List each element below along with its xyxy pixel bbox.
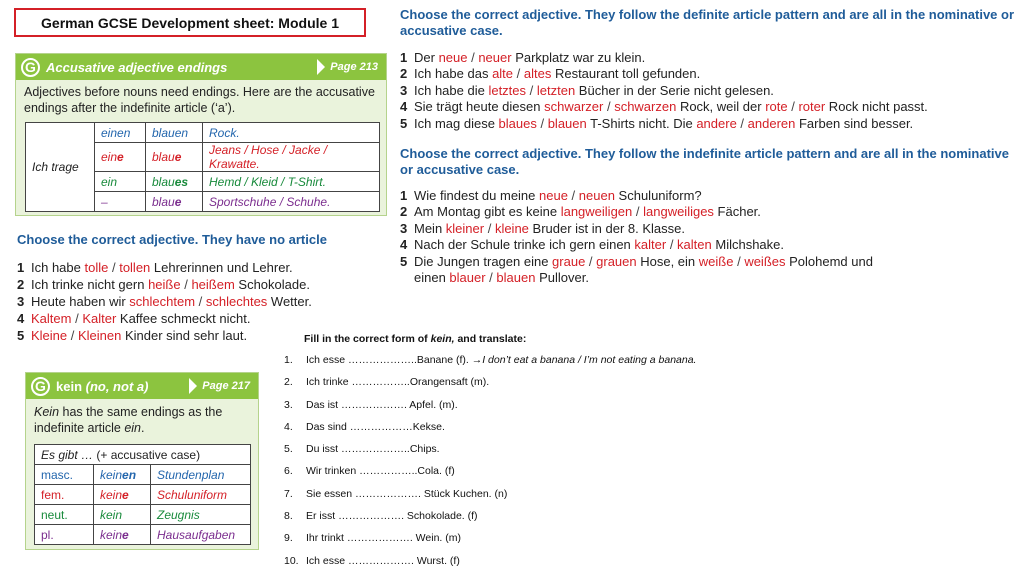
- definite-list: [400, 50, 928, 132]
- separator: /: [485, 270, 497, 286]
- option: alte: [492, 66, 514, 82]
- item-number: 4: [17, 311, 25, 326]
- grammar-g-icon: G: [31, 377, 50, 396]
- item-text: Ich habe die: [414, 82, 489, 98]
- option-b: schlechtes: [205, 294, 268, 309]
- indefinite-list: [400, 188, 873, 286]
- option-a: Kaltem: [31, 311, 72, 326]
- item-number: 4: [400, 99, 408, 115]
- kein-description: Kein has the same endings as the indefinite article ein.: [34, 405, 223, 435]
- adjective-cell: blaues: [146, 172, 203, 192]
- chevron-right-icon: [317, 59, 325, 75]
- item-number: 3.: [284, 398, 293, 411]
- indefinite-heading: Choose the correct adjective. They follow the indefinite article pattern and are all in the nominative or accusative case.: [400, 146, 1009, 177]
- item-number: 10.: [284, 554, 299, 567]
- separator: /: [666, 237, 678, 253]
- item-text: Fächer.: [713, 204, 761, 220]
- item-number: 3: [400, 220, 408, 236]
- item-text: Restaurant toll gefunden.: [551, 66, 701, 82]
- option: letztes: [488, 82, 527, 98]
- example-translation: I don’t eat a banana / I’m not eating a banana.: [482, 354, 697, 366]
- noun-cell: Jeans / Hose / Jacke / Krawatte.: [203, 143, 380, 172]
- option-a: schlechtem: [129, 294, 196, 309]
- separator: /: [108, 260, 120, 275]
- option-a: heiße: [148, 277, 181, 292]
- gender-cell: masc.: [35, 465, 94, 485]
- option: schwarzer: [544, 99, 604, 115]
- fill-item: [284, 483, 696, 505]
- option: kleine: [494, 220, 529, 236]
- option: weiße: [698, 253, 734, 269]
- table-row: [35, 505, 251, 525]
- kein-title: kein (no, not a): [56, 378, 149, 394]
- option: kleiner: [445, 220, 485, 236]
- chevron-right-icon: [189, 378, 197, 394]
- fill-in-list: [284, 349, 696, 572]
- noun-cell: Rock.: [203, 123, 380, 143]
- separator: /: [632, 204, 644, 220]
- exercise-item: [17, 259, 312, 276]
- item-text: Sie trägt heute diesen: [414, 99, 545, 115]
- exercise-item: [400, 204, 873, 220]
- noun-cell: Schuluniform: [151, 485, 251, 505]
- item-text: Ich trinke nicht gern: [31, 277, 149, 292]
- noun-cell: Stundenplan: [151, 465, 251, 485]
- option: neue: [539, 188, 568, 203]
- separator: /: [526, 82, 537, 98]
- item-number: 4: [400, 237, 408, 253]
- fill-item: [284, 460, 696, 482]
- exercise-item: [400, 254, 873, 270]
- page-number: Page 217: [202, 380, 250, 392]
- accusative-endings-table: [25, 122, 380, 212]
- adjective-cell: blauen: [146, 123, 203, 143]
- article-cell: einen: [95, 123, 146, 143]
- kein-cell: keinen: [94, 465, 151, 485]
- option: neuer: [478, 50, 512, 65]
- separator: /: [513, 66, 524, 82]
- item-number: 3: [17, 294, 25, 309]
- item-text: Rock nicht passt.: [825, 99, 928, 115]
- item-number: 7.: [284, 487, 293, 500]
- item-text: Schuluniform?: [614, 188, 702, 203]
- item-number: 8.: [284, 510, 293, 523]
- item-number: 5: [400, 253, 408, 269]
- separator: /: [484, 220, 495, 236]
- option-b: tollen: [119, 260, 151, 275]
- exercise-item: [17, 276, 312, 293]
- no-article-list: [17, 259, 312, 344]
- item-text: Ich esse ………………..Banane (f).: [306, 354, 472, 366]
- item-number: 2: [17, 277, 25, 292]
- option: blauen: [547, 115, 587, 131]
- noun-cell: Sportschuhe / Schuhe.: [203, 192, 380, 212]
- separator: /: [787, 99, 799, 115]
- separator: /: [195, 294, 206, 309]
- item-text: Bruder ist in der 8. Klasse.: [528, 220, 685, 236]
- separator: /: [71, 311, 83, 326]
- adjective-cell: blaue: [146, 192, 203, 212]
- table-row: [26, 123, 380, 143]
- option: blaues: [498, 115, 537, 131]
- fill-item: [284, 505, 696, 527]
- exercise-item: [400, 188, 873, 204]
- item-text: Ich esse ………………. Wurst. (f): [306, 554, 460, 567]
- option: blauer: [449, 270, 486, 286]
- kein-cell: keine: [94, 525, 151, 545]
- separator: /: [603, 99, 615, 115]
- separator: /: [536, 115, 548, 131]
- item-number: 9.: [284, 532, 293, 545]
- item-text: T-Shirts nicht. Die: [586, 115, 697, 131]
- article-cell: –: [95, 192, 146, 212]
- table-row: [35, 525, 251, 545]
- noun-cell: Hausaufgaben: [151, 525, 251, 545]
- item-text: Das ist ………………. Apfel. (m).: [306, 398, 458, 411]
- kein-cell: keine: [94, 485, 151, 505]
- item-number: 3: [400, 82, 408, 98]
- option-a: tolle: [84, 260, 109, 275]
- item-text: Wetter.: [267, 294, 312, 309]
- option-b: Kleinen: [77, 328, 122, 343]
- item-text: Wie findest du meine: [414, 188, 540, 203]
- option: letzten: [536, 82, 576, 98]
- noun-cell: Zeugnis: [151, 505, 251, 525]
- item-text: Die Jungen tragen eine: [414, 253, 553, 269]
- item-number: 5.: [284, 443, 293, 456]
- item-number: 1.: [284, 354, 293, 366]
- noun-cell: Hemd / Kleid / T-Shirt.: [203, 172, 380, 192]
- option: schwarzen: [614, 99, 677, 115]
- option: graue: [552, 253, 586, 269]
- item-text: Das sind ………………Kekse.: [306, 420, 445, 433]
- option: blauen: [496, 270, 536, 286]
- separator: /: [567, 188, 579, 203]
- exercise-item: [400, 66, 928, 82]
- option: neuen: [578, 188, 615, 203]
- fill-item: [284, 371, 696, 393]
- option: andere: [696, 115, 737, 131]
- definite-heading: Choose the correct adjective. They follow the definite article pattern and are all in the nominative or accusative case.: [400, 7, 1015, 38]
- item-text: Du isst ………………..Chips.: [306, 443, 440, 456]
- item-text: Nach der Schule trinke ich gern einen: [414, 237, 635, 253]
- option: kalten: [677, 237, 712, 253]
- exercise-item: [17, 327, 312, 344]
- option: langweiligen: [560, 204, 633, 220]
- item-text: Pullover.: [535, 270, 589, 286]
- option-b: Kalter: [82, 311, 117, 326]
- accusative-endings-title: Accusative adjective endings: [46, 59, 228, 75]
- option: altes: [523, 66, 552, 82]
- fill-item: [284, 349, 696, 371]
- exercise-item: [400, 237, 873, 253]
- option-b: heißem: [191, 277, 235, 292]
- table-row: [35, 465, 251, 485]
- option: weißes: [744, 253, 786, 269]
- item-text: Sie essen ………………. Stück Kuchen. (n): [306, 487, 508, 500]
- kein-table: [34, 444, 251, 545]
- accusative-endings-header: [16, 54, 386, 80]
- item-number: 2: [400, 204, 408, 220]
- item-number: 2: [400, 66, 408, 82]
- fill-item: [284, 416, 696, 438]
- fill-item: [284, 527, 696, 549]
- accusative-endings-description: Adjectives before nouns need endings. Here are the accusative endings after the indefinite article (‘a’).: [24, 85, 375, 115]
- gender-cell: neut.: [35, 505, 94, 525]
- article-cell: ein: [95, 172, 146, 192]
- fill-item: [284, 438, 696, 460]
- item-text: Am Montag gibt es keine: [414, 204, 561, 220]
- separator: /: [736, 115, 748, 131]
- separator: /: [180, 277, 192, 292]
- exercise-item: [400, 50, 928, 66]
- item-number: 1: [400, 188, 408, 203]
- item-text: Kinder sind sehr laut.: [121, 328, 248, 343]
- item-text: Ich habe: [31, 260, 85, 275]
- item-number: 2.: [284, 376, 293, 389]
- table-row: [35, 485, 251, 505]
- page-title: German GCSE Development sheet: Module 1: [14, 8, 366, 37]
- item-text: Wir trinken ……………..Cola. (f): [306, 465, 455, 478]
- item-text: Ich trinke ……………..Orangensaft (m).: [306, 376, 490, 389]
- item-text: Der: [414, 50, 439, 65]
- exercise-item: [400, 83, 928, 99]
- kein-cell: kein: [94, 505, 151, 525]
- exercise-item: [400, 270, 873, 286]
- table-row: [35, 445, 251, 465]
- item-text: Ich habe das: [414, 66, 493, 82]
- item-text: Mein: [414, 220, 446, 236]
- item-text: Rock, weil der: [676, 99, 766, 115]
- option: langweiliges: [643, 204, 714, 220]
- accusative-endings-box: [15, 53, 387, 216]
- kein-table-header: Es gibt … (+ accusative case): [35, 445, 251, 465]
- item-number: 5: [17, 328, 25, 343]
- item-text: Er isst ………………. Schokolade. (f): [306, 510, 478, 523]
- exercise-item: [17, 310, 312, 327]
- item-text: Hose, ein: [636, 253, 699, 269]
- fill-in-title: Fill in the correct form of kein, and translate:: [304, 333, 527, 345]
- fill-item: [284, 550, 696, 572]
- article-cell: eine: [95, 143, 146, 172]
- gender-cell: fem.: [35, 485, 94, 505]
- option: rote: [765, 99, 788, 115]
- option: neue: [438, 50, 468, 65]
- option-a: Kleine: [31, 328, 68, 343]
- item-number: 5: [400, 115, 408, 131]
- item-text: Parkplatz war zu klein.: [511, 50, 646, 65]
- row-label: Ich trage: [26, 123, 95, 212]
- gender-cell: pl.: [35, 525, 94, 545]
- fill-item: [284, 394, 696, 416]
- separator: /: [585, 253, 597, 269]
- item-text: Ihr trinkt ………………. Wein. (m): [306, 532, 461, 545]
- item-text: einen: [414, 270, 450, 286]
- grammar-g-icon: G: [21, 58, 40, 77]
- item-text: Polohemd und: [785, 253, 873, 269]
- item-number: 6.: [284, 465, 293, 478]
- page-number: Page 213: [330, 61, 378, 73]
- item-text: Milchshake.: [711, 237, 784, 253]
- option: kalter: [634, 237, 667, 253]
- page-reference: [189, 373, 250, 399]
- exercise-item: [400, 221, 873, 237]
- item-text: Lehrerinnen und Lehrer.: [150, 260, 293, 275]
- option: anderen: [747, 115, 796, 131]
- option: roter: [798, 99, 826, 115]
- arrow-icon: →: [471, 354, 483, 366]
- item-text: Bücher in der Serie nicht gelesen.: [575, 82, 774, 98]
- item-text: Farben sind besser.: [795, 115, 914, 131]
- separator: /: [67, 328, 78, 343]
- item-number: 1: [17, 260, 25, 275]
- item-number: 4.: [284, 420, 293, 433]
- item-number: 1: [400, 50, 408, 65]
- page-reference: [317, 54, 378, 80]
- exercise-item: [400, 99, 928, 115]
- exercise-item: [400, 116, 928, 132]
- item-text: Kaffee schmeckt nicht.: [116, 311, 251, 326]
- exercise-item: [17, 293, 312, 310]
- no-article-heading: Choose the correct adjective. They have no article: [17, 232, 327, 247]
- kein-box: [25, 372, 259, 550]
- separator: /: [733, 253, 745, 269]
- option: grauen: [596, 253, 637, 269]
- adjective-cell: blaue: [146, 143, 203, 172]
- item-text: Schokolade.: [234, 277, 310, 292]
- kein-header: [26, 373, 258, 399]
- item-text: Ich mag diese: [414, 115, 499, 131]
- item-text: Heute haben wir: [31, 294, 130, 309]
- separator: /: [467, 50, 479, 65]
